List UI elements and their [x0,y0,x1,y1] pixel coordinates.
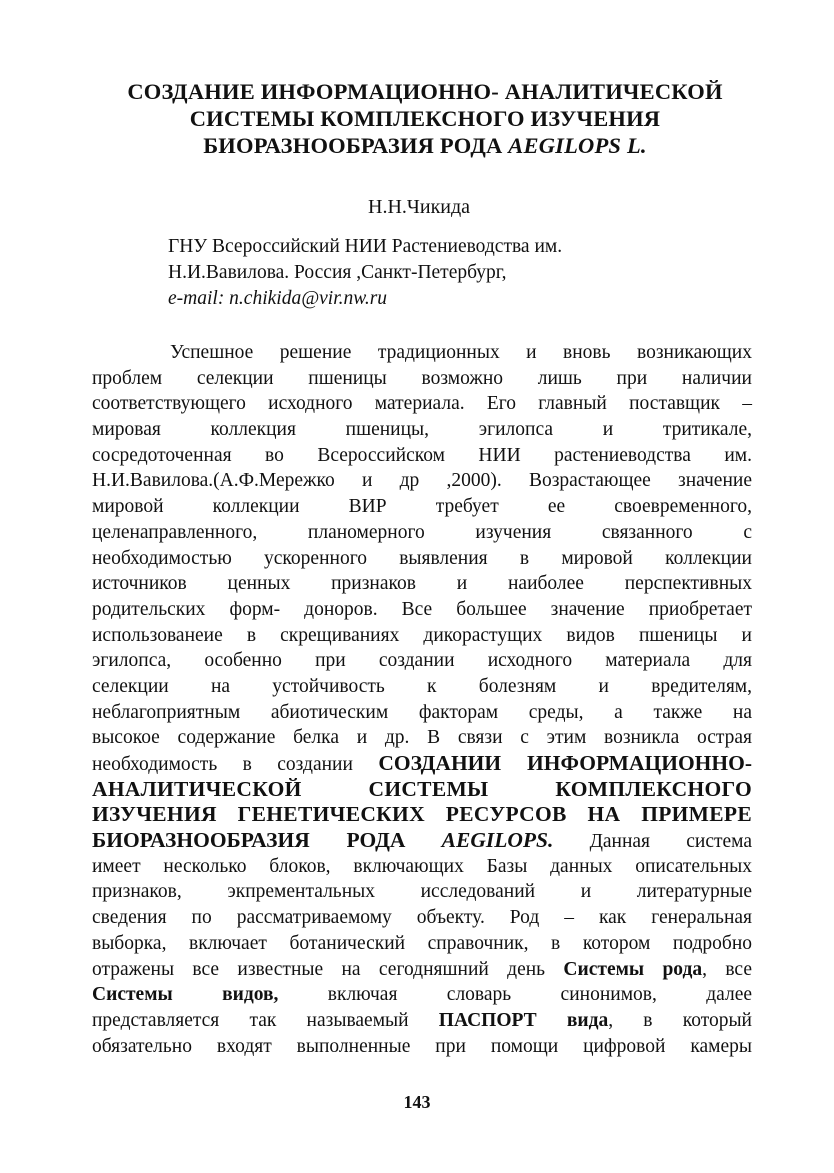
affiliation-email: e-mail: n.chikida@vir.nw.ru [168,288,388,309]
title-line-2: СИСТЕМЫ КОМПЛЕКСНОГО ИЗУЧЕНИЯ [189,106,661,131]
body-line [92,751,752,777]
body-line: обязательно входят выполненные при помощи цифровой камеры [92,1035,752,1057]
emphasis-genus-system: Системы рода [563,958,703,980]
body-line: Успешное решение традиционных и вновь возникающих [170,342,752,363]
affiliation [168,234,562,312]
body-text [92,340,752,1059]
emphasis-biodiversity: БИОРАЗНООБРАЗИЯ РОДА [92,828,406,853]
body-line: родительских форм- доноров. Все большее значение приобретает [92,598,752,620]
body-text-run: Данная система [589,831,753,853]
article-title [80,78,770,159]
body-line [92,828,752,854]
body-line: использованеие в скрещиваниях дикорастущих видов пшеницы и [92,624,752,646]
emphasis-system-title: СОЗДАНИИ ИНФОРМАЦИОННО- [378,751,753,775]
body-text-run: представляется так называемый [92,1009,409,1031]
body-line: целенаправленного, планомерного изучения связанного с [92,521,752,543]
body-line: неблагоприятным абиотическим факторам среды, а также на [92,701,752,723]
body-line-emphasis: ИЗУЧЕНИЯ ГЕНЕТИЧЕСКИХ РЕСУРСОВ НА ПРИМЕРЕ [92,802,752,827]
title-line-3-text: БИОРАЗНООБРАЗИЯ РОДА [203,133,503,158]
body-text-run: отражены все известные на сегодняшний день [92,958,546,980]
body-line: эгилопса, особенно при создании исходного материала для [92,650,752,672]
body-text-run: включая словарь синонимов, далее [327,984,753,1006]
emphasis-species-system: Системы видов, [92,984,279,1006]
page-number: 143 [403,1092,431,1112]
body-line: выборка, включает ботанический справочник, в котором подробно [92,932,752,954]
title-genus: AEGILOPS L. [508,133,647,158]
body-line: соответствующего исходного материала. Его главный поставщик – [92,393,752,415]
body-line: мировой коллекции ВИР требует ее своевременного, [92,496,752,518]
body-line: селекции на устойчивость к болезням и вредителям, [92,675,752,697]
body-line: сведения по рассматриваемому объекту. Род – как генеральная [92,907,752,929]
body-line: признаков, экпрементальных исследований и литературные [92,881,752,903]
emphasis-genus: AEGILOPS. [441,828,554,853]
body-text-run: , в который [608,1009,752,1031]
emphasis-passport: ПАСПОРТ вида [438,1009,609,1031]
body-line: Н.И.Вавилова.(А.Ф.Мережко и др ,2000). Возрастающее значение [92,470,752,492]
body-line: необходимостью ускоренного выявления в мировой коллекции [92,547,752,569]
body-line: источников ценных признаков и наиболее перспективных [92,573,752,595]
body-text-run: , все [702,958,752,980]
title-line-3 [80,132,770,159]
body-line: сосредоточенная во Всероссийском НИИ растениеводства им. [92,444,752,466]
author-name: Н.Н.Чикида [368,196,471,218]
affiliation-line-2: Н.И.Вавилова. Россия ,Санкт-Петербург, [168,262,507,283]
body-line [92,1008,752,1034]
body-line: высокое содержание белка и др. В связи с этим возникла острая [92,727,752,749]
body-text-run: необходимость в создании [92,754,353,775]
body-line: мировая коллекция пшеницы, эгилопса и тритикале, [92,419,752,441]
title-line-1: СОЗДАНИЕ ИНФОРМАЦИОННО- АНАЛИТИЧЕСКОЙ [127,79,723,104]
body-line: проблем селекции пшеницы возможно лишь при наличии [92,367,752,389]
body-line-emphasis: АНАЛИТИЧЕСКОЙ СИСТЕМЫ КОМПЛЕКСНОГО [92,776,752,801]
body-line: имеет несколько блоков, включающих Базы данных описательных [92,855,752,877]
body-line [92,982,752,1008]
body-line [92,957,752,983]
affiliation-line-1: ГНУ Всероссийский НИИ Растениеводства им. [168,236,563,257]
